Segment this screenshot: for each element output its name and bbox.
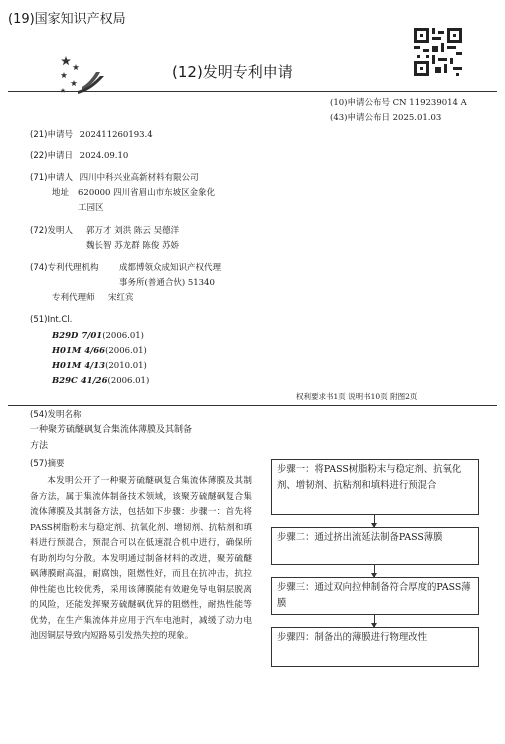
agent-label: 专利代理师 (52, 293, 95, 303)
application-date-row (30, 150, 128, 163)
agency-line-2: 事务所(普通合伙) 51340 (119, 278, 215, 288)
applicant-label: (71)申请人 (30, 173, 73, 183)
application-date-label: (22)申请日 (30, 151, 73, 161)
flow-step-3: 步骤三：通过双向拉伸制备符合厚度的PASS薄膜 (271, 577, 479, 615)
publication-number: (10)申请公布号 CN 119239014 A (330, 98, 467, 108)
application-number-row (30, 129, 153, 142)
agency-line-1: 成都博领众成知识产权代理 (119, 263, 222, 273)
application-number: 202411260193.4 (79, 130, 153, 140)
ipc-label: (51)Int.Cl. (30, 315, 73, 325)
application-date: 2024.09.10 (79, 151, 129, 161)
applicant-row (30, 172, 199, 185)
ipc-code: H01M 4/66 (52, 346, 106, 356)
address-line-2: 工园区 (78, 203, 104, 213)
abstract-label: (57)摘要 (30, 459, 65, 469)
flow-step-2: 步骤二：通过挤出流延法制备PASS薄膜 (271, 527, 479, 565)
agency-label: (74)专利代理机构 (30, 263, 99, 273)
publication-date: (43)申请公布日 2025.01.03 (330, 113, 442, 123)
invention-title-line-2: 方法 (30, 441, 49, 451)
invention-title-line-1: 一种聚芳硫醚砜复合集流体薄膜及其制备 (30, 425, 193, 435)
ipc-year: (2006.01) (105, 346, 147, 356)
ipc-year: (2006.01) (107, 376, 150, 386)
ipc-row (52, 345, 147, 358)
inventors-label: (72)发明人 (30, 226, 73, 236)
ipc-code: H01M 4/13 (52, 361, 106, 371)
document-type: (12)发明专利申请 (172, 63, 293, 81)
ipc-row (52, 375, 149, 388)
address-line-1: 620000 四川省眉山市东坡区金象化 (78, 188, 216, 198)
flow-arrow (374, 515, 375, 527)
ipc-code: B29D 7/01 (52, 331, 103, 341)
qr-code (414, 28, 462, 76)
mid-rule (8, 405, 497, 406)
inventors-line-1: 郭万才 刘洪 陈云 吴德洋 (86, 226, 180, 236)
agent: 宋红宾 (108, 293, 134, 303)
address-label: 地址 (52, 188, 70, 198)
title-label: (54)发明名称 (30, 410, 82, 420)
pages-info: 权利要求书1页 说明书10页 附图2页 (296, 392, 418, 401)
applicant: 四川中科兴业高新材料有限公司 (79, 173, 199, 183)
flow-step-4: 步骤四：制备出的薄膜进行物理改性 (271, 627, 479, 667)
ipc-row (52, 330, 144, 343)
ipc-row (52, 360, 147, 373)
abstract-text: 本发明公开了一种聚芳硫醚砜复合集流体薄膜及其制备方法，属于集流体制备技术领域，该聚芳硫醚砜复合集流体薄膜及其制备方法，包括如下步骤：步骤一：首先将PASS树脂粉末与稳定剂、抗氧化剂、增韧剂、抗粘剂和填料进行预混合，预混合可以在低速混合机中进行，确保所有助剂均匀分散。本发明通过制备材料的改进，聚芳硫醚砜薄膜耐高温，耐腐蚀，阻燃性好，而且在抗冲击，抗拉伸性能也比较优秀，采用该薄膜能有效避免导电铜层脱离的风险，还能发挥聚芳硫醚砜优异的阻燃性，耐热性能等优势，在生产集流体并应用于汽车电池时，减缓了动力电池因铜层导致内短路易引发热失控的现象。 (30, 476, 252, 641)
header-rule (8, 91, 497, 92)
flow-step-1: 步骤一：将PASS树脂粉末与稳定剂、抗氧化剂、增韧剂、抗粘剂和填料进行预混合 (271, 459, 479, 515)
inventors-line-2: 魏长智 苏龙群 陈俊 苏娇 (86, 241, 180, 251)
flow-arrow (374, 565, 375, 577)
ipc-year: (2006.01) (102, 331, 144, 341)
office-name: (19)国家知识产权局 (8, 12, 126, 27)
flow-arrow (374, 615, 375, 627)
ipc-code: B29C 41/26 (52, 376, 108, 386)
ipc-year: (2010.01) (105, 361, 147, 371)
application-number-label: (21)申请号 (30, 130, 73, 140)
